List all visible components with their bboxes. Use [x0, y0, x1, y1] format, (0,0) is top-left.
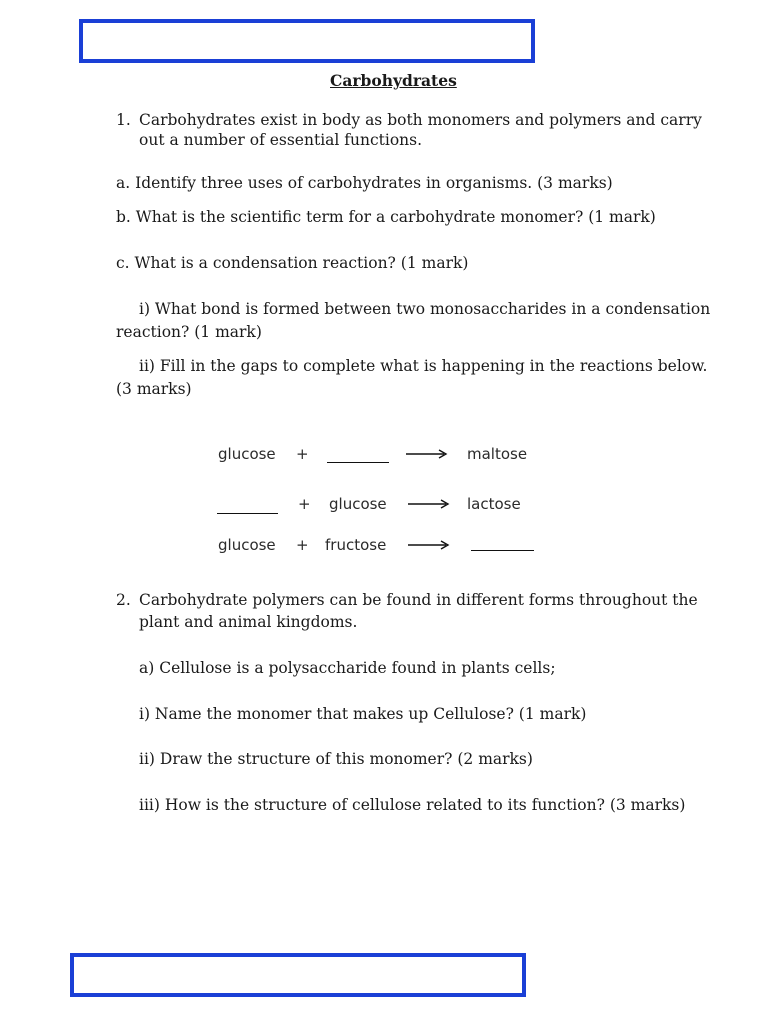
reaction-2-blank[interactable]	[217, 513, 278, 514]
footer-box	[70, 953, 526, 997]
question-1c-i-line1: i) What bond is formed between two monosaccharides in a condensation	[139, 300, 711, 318]
page-title: Carbohydrates	[330, 71, 457, 90]
question-1c-ii-line1: ii) Fill in the gaps to complete what is happening in the reactions below.	[139, 357, 708, 375]
question-1a: a. Identify three uses of carbohydrates in organisms. (3 marks)	[116, 174, 613, 192]
question-2-text-line2: plant and animal kingdoms.	[139, 613, 358, 631]
reaction-3-plus: +	[296, 536, 309, 554]
question-1c: c. What is a condensation reaction? (1 mark)	[116, 254, 469, 272]
question-2a-iii: iii) How is the structure of cellulose related to its function? (3 marks)	[139, 796, 686, 814]
question-1-text-line1: Carbohydrates exist in body as both monomers and polymers and carry	[139, 111, 702, 129]
question-1-number: 1.	[116, 111, 131, 129]
question-2a: a) Cellulose is a polysaccharide found in plants cells;	[139, 659, 556, 677]
question-2-text-line1: Carbohydrate polymers can be found in different forms throughout the	[139, 591, 698, 609]
reaction-1-arrow-icon	[406, 448, 448, 460]
reaction-3-arrow-icon	[408, 539, 450, 551]
question-1c-ii-line2: (3 marks)	[116, 380, 192, 398]
reaction-1-plus: +	[296, 445, 309, 463]
header-box	[79, 19, 535, 63]
question-1-text-line2: out a number of essential functions.	[139, 131, 423, 149]
question-1b: b. What is the scientific term for a carbohydrate monomer? (1 mark)	[116, 208, 656, 226]
reaction-1-blank[interactable]	[327, 462, 389, 463]
reaction-2-reactant-2: glucose	[329, 495, 387, 513]
question-2a-ii: ii) Draw the structure of this monomer? (2 marks)	[139, 750, 533, 768]
reaction-2-arrow-icon	[408, 498, 450, 510]
reaction-1-product: maltose	[467, 445, 528, 463]
reaction-1-reactant-1: glucose	[218, 445, 276, 463]
question-2a-i: i) Name the monomer that makes up Cellulose? (1 mark)	[139, 705, 587, 723]
reaction-3-reactant-2: fructose	[325, 536, 387, 554]
question-2-number: 2.	[116, 591, 131, 609]
reaction-3-reactant-1: glucose	[218, 536, 276, 554]
question-1c-i-line2: reaction? (1 mark)	[116, 323, 262, 341]
reaction-2-product: lactose	[467, 495, 521, 513]
reaction-2-plus: +	[298, 495, 311, 513]
reaction-3-blank[interactable]	[471, 550, 534, 551]
